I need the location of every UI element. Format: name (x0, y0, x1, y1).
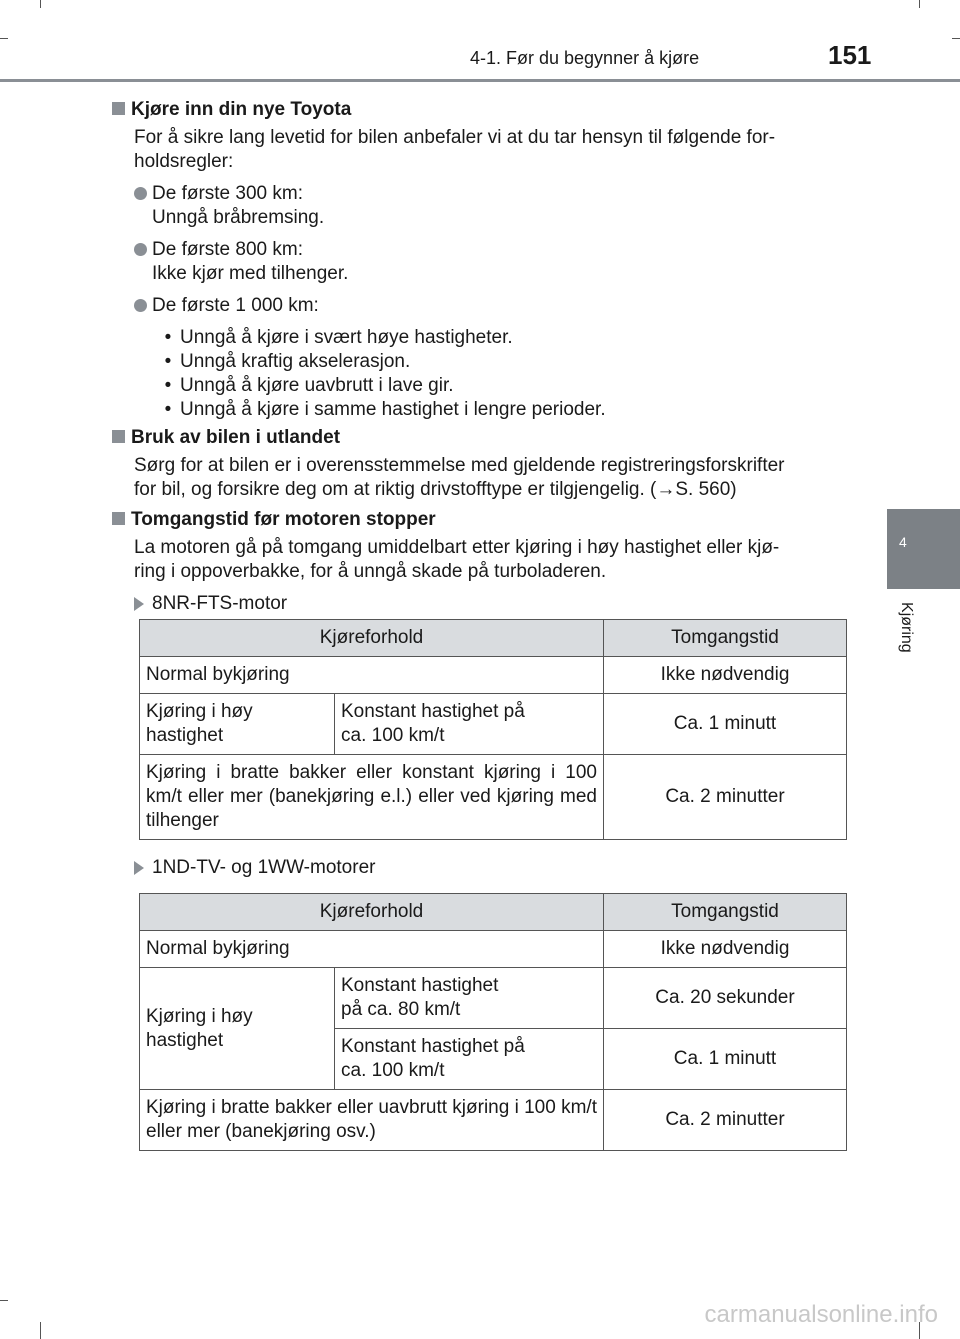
table-cell: Kjøring i høy hastighet (140, 694, 335, 755)
table-row (140, 694, 847, 755)
table-header-row (140, 894, 847, 931)
sub-list-item: • Unngå å kjøre i samme hastighet i lengre perioder. (164, 399, 606, 420)
paragraph-line: Sørg for at bilen er i overensstemmelse med gjeldende registreringsforskrifter (134, 455, 785, 476)
table-cell: Ca. 2 minutter (604, 755, 847, 840)
table-cell: Normal bykjøring (140, 931, 604, 968)
section-heading (112, 98, 847, 122)
idle-time-table-1 (139, 619, 847, 840)
watermark: carmanualsonline.info (704, 1301, 938, 1328)
table-cell: Ca. 1 minutt (604, 1029, 847, 1090)
sub-list-item: • Unngå kraftig akselerasjon. (164, 351, 411, 372)
crop-mark (0, 38, 8, 39)
paragraph-line: for bil, og forsikre deg om at riktig drivstofftype er tilgjengelig. (→S. 560) (134, 479, 737, 500)
section-heading (112, 426, 847, 450)
table-row (140, 657, 847, 694)
section-paragraph (134, 126, 847, 174)
crop-mark (40, 1322, 41, 1339)
table-cell: Ikke nødvendig (604, 657, 847, 694)
section-title: Tomgangstid før motoren stopper (131, 509, 436, 530)
table-cell: Konstant hastighet på ca. 80 km/t (335, 968, 604, 1029)
table-cell: Ca. 20 sekunder (604, 968, 847, 1029)
table-cell: Kjøring i høy hastighet (140, 968, 335, 1090)
engine-variant-label: 1ND-TV- og 1WW-motorer (152, 857, 376, 878)
chapter-number: 4 (899, 534, 907, 550)
section-paragraph (134, 536, 847, 584)
table-cell: Kjøring i bratte bakker eller konstant kjøring i 100 km/t eller mer (banekjøring e.l.) eller ved kjøring med tilhenger (140, 755, 604, 840)
sub-list-item: • Unngå å kjøre i svært høye hastigheter. (164, 327, 513, 348)
table-cell: Kjøring i bratte bakker eller uavbrutt kjøring i 100 km/t eller mer (banekjøring osv.) (140, 1090, 604, 1151)
triangle-bullet-icon (134, 861, 144, 875)
paragraph-line: La motoren gå på tomgang umiddelbart etter kjøring i høy hastighet eller kjø- (134, 537, 780, 558)
section-title: Kjøre inn din nye Toyota (131, 99, 352, 120)
table-cell: Ikke nødvendig (604, 931, 847, 968)
section-title: Bruk av bilen i utlandet (131, 427, 341, 448)
crop-mark (0, 1300, 8, 1301)
table-row (140, 1090, 847, 1151)
engine-variant (134, 856, 375, 880)
list-item-label: De første 1 000 km: (152, 295, 319, 316)
list-item (134, 182, 847, 230)
table-row (140, 755, 847, 840)
list-item-label: De første 300 km: (152, 183, 303, 204)
header-divider (0, 79, 960, 82)
engine-variant (134, 592, 847, 616)
section-heading (112, 508, 847, 532)
sub-list-item: • Unngå å kjøre uavbrutt i lave gir. (164, 375, 454, 396)
circle-bullet-icon (134, 187, 147, 200)
list-item-text: Ikke kjør med tilhenger. (152, 263, 349, 284)
circle-bullet-icon (134, 243, 147, 256)
header-section-title: 4-1. Før du begynner å kjøre (470, 48, 700, 68)
crop-mark (952, 38, 960, 39)
list-item-label: De første 800 km: (152, 239, 303, 260)
table-cell: Ca. 1 minutt (604, 694, 847, 755)
paragraph-line: ring i oppoverbakke, for å unngå skade på turboladeren. (134, 561, 607, 582)
triangle-bullet-icon (134, 597, 144, 611)
crop-mark (919, 0, 920, 8)
engine-variant-label: 8NR-FTS-motor (152, 593, 288, 614)
crop-mark (40, 0, 41, 8)
table-header-cell: Tomgangstid (604, 894, 847, 931)
square-bullet-icon (112, 430, 125, 443)
idle-time-table-2 (139, 893, 847, 1151)
section-paragraph (134, 454, 847, 502)
table-cell: Ca. 2 minutter (604, 1090, 847, 1151)
circle-bullet-icon (134, 299, 147, 312)
main-content (112, 92, 847, 616)
page-number: 151 (828, 40, 872, 70)
paragraph-line: holdsregler: (134, 151, 234, 172)
table-row (140, 931, 847, 968)
chapter-label: Kjøring (898, 602, 915, 653)
list-item (134, 294, 847, 318)
table-cell: Normal bykjøring (140, 657, 604, 694)
table-cell: Konstant hastighet på ca. 100 km/t (335, 694, 604, 755)
table-row (140, 968, 847, 1029)
paragraph-line: For å sikre lang levetid for bilen anbefaler vi at du tar hensyn til følgende for- (134, 127, 776, 148)
square-bullet-icon (112, 512, 125, 525)
table-header-cell: Kjøreforhold (140, 620, 604, 657)
table-header-cell: Tomgangstid (604, 620, 847, 657)
table-header-cell: Kjøreforhold (140, 894, 604, 931)
table-header-row (140, 620, 847, 657)
sub-list (156, 326, 847, 422)
list-item-text: Unngå bråbremsing. (152, 207, 325, 228)
square-bullet-icon (112, 102, 125, 115)
chapter-tab (887, 509, 960, 589)
table-cell: Konstant hastighet på ca. 100 km/t (335, 1029, 604, 1090)
list-item (134, 238, 847, 286)
